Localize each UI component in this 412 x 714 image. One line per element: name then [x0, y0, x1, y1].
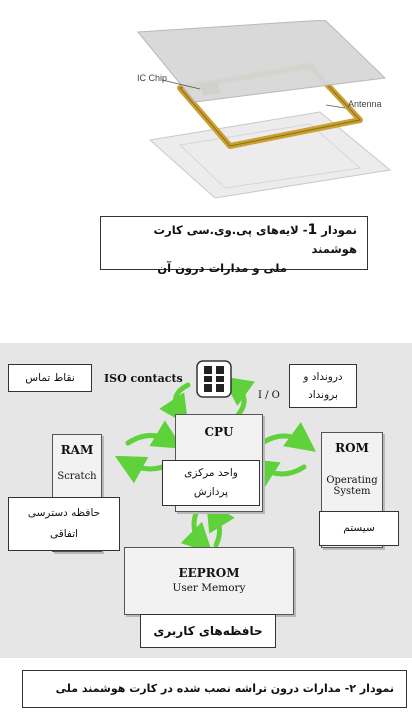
- label-rom: سیستم: [319, 511, 399, 546]
- figure1-caption-text: - لایه‌های پی.وی.سی کارت هوشمند: [153, 223, 357, 256]
- label-eeprom: حافظه‌های کاربری: [140, 614, 276, 648]
- rom-title: ROM: [335, 441, 369, 455]
- figure1-caption-line2: ملی و مدارات درون آن: [157, 261, 287, 275]
- rom-subtitle-line2: System: [333, 486, 371, 497]
- card-layers-illustration: [120, 20, 400, 200]
- io-text: I / O: [258, 390, 280, 401]
- label-contacts: نقاط تماس: [8, 364, 92, 392]
- antenna-label: Antenna: [348, 99, 382, 109]
- label-cpu-line2: پردازش: [193, 486, 229, 498]
- figure1-caption-number: 1: [307, 222, 318, 238]
- ic-chip-label: IC Chip: [137, 73, 168, 83]
- eeprom-title: EEPROM: [178, 566, 240, 580]
- eeprom-subtitle: User Memory: [172, 582, 246, 594]
- label-cpu-line1: واحد مرکزی: [184, 467, 238, 479]
- ram-title: RAM: [60, 443, 94, 457]
- label-cpu: [162, 460, 260, 506]
- ram-subtitle: Scratch: [57, 471, 97, 482]
- rom-subtitle-line1: Operating: [326, 475, 378, 486]
- label-io-line2: برونداد: [308, 389, 338, 401]
- label-io: [289, 364, 357, 408]
- iso-contacts-text: ISO contacts: [104, 372, 183, 385]
- figure2-caption: نمودار ۲- مدارات درون تراشه نصب شده در کارت هوشمند ملی: [22, 670, 407, 708]
- figure1-caption-line1: [111, 221, 357, 259]
- figure1-caption-prefix: نمودار: [321, 223, 357, 237]
- label-ram-line1: حافظه دسترسی: [27, 507, 101, 519]
- cpu-title: CPU: [204, 425, 234, 439]
- label-io-line1: درونداد و: [303, 371, 343, 383]
- eeprom-block: [124, 547, 294, 615]
- figure1-caption: [100, 216, 368, 275]
- label-ram-line2: اتفاقی: [49, 528, 79, 540]
- label-ram: [8, 497, 120, 551]
- iso-contact-chip-icon: [196, 360, 232, 398]
